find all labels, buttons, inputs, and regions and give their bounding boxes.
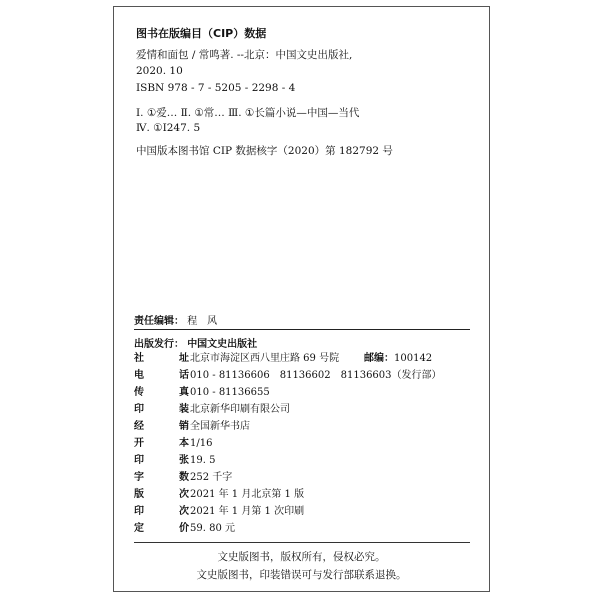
postcode-value: 100142 <box>394 353 433 364</box>
responsible-editor <box>134 312 217 327</box>
cip-line-2: 2020. 10 <box>136 65 183 77</box>
publisher-line <box>134 335 257 350</box>
wordcount-value: 252 千字 <box>190 472 233 483</box>
row-key-char: 次 <box>179 506 189 517</box>
row-key-char: 价 <box>179 523 189 534</box>
row-key-char: 话 <box>179 370 189 381</box>
format-value: 1/16 <box>190 438 213 449</box>
row-key-char: 本 <box>179 438 189 449</box>
cip-title: 图书在版编目（CIP）数据 <box>136 27 267 40</box>
row-key-char: 版 <box>134 489 144 500</box>
edition-value: 2021 年 1 月北京第 1 版 <box>190 489 305 500</box>
fax-value: 010 - 81136655 <box>190 387 270 398</box>
cip-number: 中国版本图书馆 CIP 数据核字（2020）第 182792 号 <box>136 145 393 157</box>
row-key-char: 印 <box>134 455 144 466</box>
row-key-char: 址 <box>179 353 189 364</box>
cip-line-1: 爱情和面包 / 常鸣著. --北京：中国文史出版社, <box>136 49 353 61</box>
footer-line-2: 文史版图书，印装错误可与发行部联系退换。 <box>196 569 407 581</box>
row-key-char: 传 <box>134 387 144 398</box>
printer-value: 北京新华印刷有限公司 <box>190 404 290 415</box>
copyright-page <box>113 6 490 592</box>
phone-value: 010 - 81136606 81136602 81136603（发行部） <box>190 370 442 381</box>
row-key-char: 真 <box>179 387 189 398</box>
row-key-char: 装 <box>179 404 189 415</box>
row-key-char: 经 <box>134 421 144 432</box>
impression-value: 2021 年 1 月第 1 次印刷 <box>190 506 305 517</box>
cip-isbn: ISBN 978 - 7 - 5205 - 2298 - 4 <box>136 82 296 94</box>
postcode-label: 邮编： <box>364 353 394 364</box>
row-key-char: 定 <box>134 523 144 534</box>
cip-classification-1: Ⅰ. ①爱… Ⅱ. ①常… Ⅲ. ①长篇小说—中国—当代 <box>136 107 360 119</box>
row-key-char: 印 <box>134 404 144 415</box>
row-key-char: 张 <box>179 455 189 466</box>
price-value: 59. 80 元 <box>190 523 235 534</box>
row-key-char: 社 <box>134 353 144 364</box>
publisher-label: 出版发行： <box>134 339 184 350</box>
postcode <box>364 352 432 366</box>
row-key-char: 印 <box>134 506 144 517</box>
row-key-char: 开 <box>134 438 144 449</box>
row-key-char: 字 <box>134 472 144 483</box>
divider-top <box>134 329 470 330</box>
row-key-char: 销 <box>179 421 189 432</box>
row-key-char: 电 <box>134 370 144 381</box>
editor-name: 程 风 <box>187 316 218 327</box>
divider-bottom <box>134 542 470 543</box>
publisher-name: 中国文史出版社 <box>187 339 258 350</box>
distributor-value: 全国新华书店 <box>190 421 250 432</box>
footer-line-1: 文史版图书，版权所有，侵权必究。 <box>217 551 386 563</box>
row-key-char: 次 <box>179 489 189 500</box>
address-value: 北京市海淀区西八里庄路 69 号院 <box>190 353 340 364</box>
editor-label: 责任编辑： <box>134 316 184 327</box>
row-key-char: 数 <box>179 472 189 483</box>
sheets-value: 19. 5 <box>190 455 216 466</box>
cip-classification-2: Ⅳ. ①I247. 5 <box>136 122 201 134</box>
